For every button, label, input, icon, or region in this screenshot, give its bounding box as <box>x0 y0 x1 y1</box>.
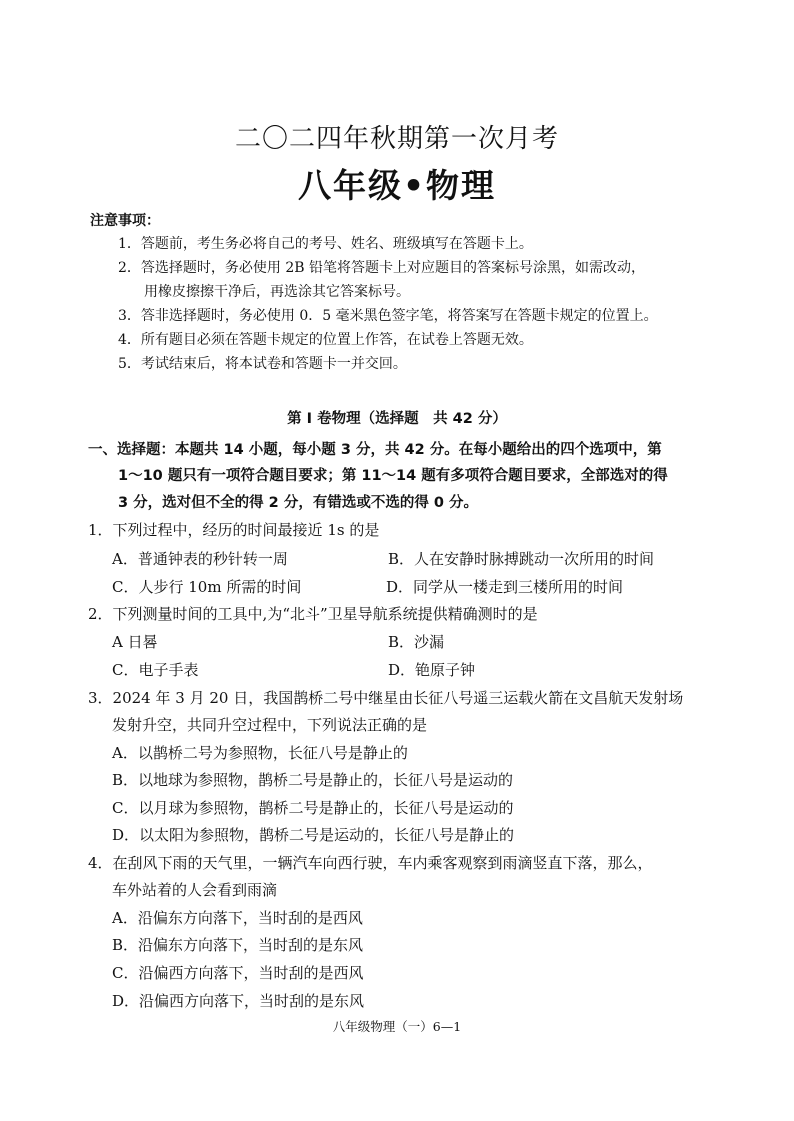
question-stem: 4．在刮风下雨的天气里，一辆汽车向西行驶，车内乘客观察到雨滴竖直下落，那么， <box>88 854 653 872</box>
option-c: C．人步行 10m 所需的时间 <box>112 578 302 596</box>
instruction-line: 1～10 题只有一项符合题目要求；第 11～14 题有多项符合题目要求，全部选对的得 <box>118 468 668 484</box>
section-heading: 第 I 卷物理（选择题 共 42 分） <box>287 411 507 427</box>
option-b: B．以地球为参照物，鹊桥二号是静止的，长征八号是运动的 <box>112 771 514 789</box>
instruction-line: 一、选择题：本题共 14 小题，每小题 3 分，共 42 分。在每小题给出的四个选项中，第 <box>88 442 662 458</box>
option-c: C．以月球为参照物，鹊桥二号是静止的，长征八号是运动的 <box>112 799 514 817</box>
option-c: C．沿偏西方向落下，当时刮的是西风 <box>112 964 364 982</box>
page-footer: 八年级物理（一）6—1 <box>332 1019 462 1034</box>
option-a: A．普通钟表的秒针转一周 <box>112 550 288 568</box>
instruction-line: 3 分，选对但不全的得 2 分，有错选或不选的得 0 分。 <box>118 495 479 511</box>
notice-line: 3．答非选择题时，务必使用 0．5 毫米黑色签字笔，将答案写在答题卡规定的位置上。 <box>118 308 658 324</box>
option-a: A．以鹊桥二号为参照物，长征八号是静止的 <box>112 744 408 762</box>
option-b: B．沿偏东方向落下，当时刮的是东风 <box>112 936 364 954</box>
option-b: B．人在安静时脉搏跳动一次所用的时间 <box>388 550 655 568</box>
question-stem: 3．2024 年 3 月 20 日，我国鹊桥二号中继星由长征八号遥三运载火箭在文昌航天发射场 <box>88 689 684 707</box>
option-a: A 日晷 <box>112 633 158 651</box>
exam-subtitle: 八年级•物理 <box>297 166 497 205</box>
notice-line: 1．答题前，考生务必将自己的考号、姓名、班级填写在答题卡上。 <box>118 236 533 252</box>
option-d: D．铯原子钟 <box>388 661 476 679</box>
notice-line: 2．答选择题时，务必使用 2B 铅笔将答题卡上对应题目的答案标号涂黑，如需改动， <box>118 260 646 276</box>
notice-line: 用橡皮擦擦干净后，再选涂其它答案标号。 <box>144 284 410 300</box>
exam-title: 二〇二四年秋期第一次月考 <box>234 124 559 154</box>
option-d: D．以太阳为参照物，鹊桥二号是运动的，长征八号是静止的 <box>112 826 515 844</box>
option-c: C．电子手表 <box>112 661 199 679</box>
option-d: D．沿偏西方向落下，当时刮的是东风 <box>112 992 365 1010</box>
question-stem: 2．下列测量时间的工具中,为“北斗”卫星导航系统提供精确测时的是 <box>88 605 538 623</box>
option-b: B．沙漏 <box>388 633 445 651</box>
option-d: D．同学从一楼走到三楼所用的时间 <box>386 578 624 596</box>
notice-line: 5．考试结束后，将本试卷和答题卡一并交回。 <box>118 356 407 372</box>
question-stem-cont: 车外站着的人会看到雨滴 <box>112 881 278 899</box>
notice-heading: 注意事项： <box>90 213 160 229</box>
option-a: A．沿偏东方向落下，当时刮的是西风 <box>112 909 363 927</box>
question-stem-cont: 发射升空，共同升空过程中，下列说法正确的是 <box>112 716 428 734</box>
question-stem: 1．下列过程中，经历的时间最接近 1s 的是 <box>88 521 380 539</box>
notice-line: 4．所有题目必须在答题卡规定的位置上作答，在试卷上答题无效。 <box>118 332 533 348</box>
